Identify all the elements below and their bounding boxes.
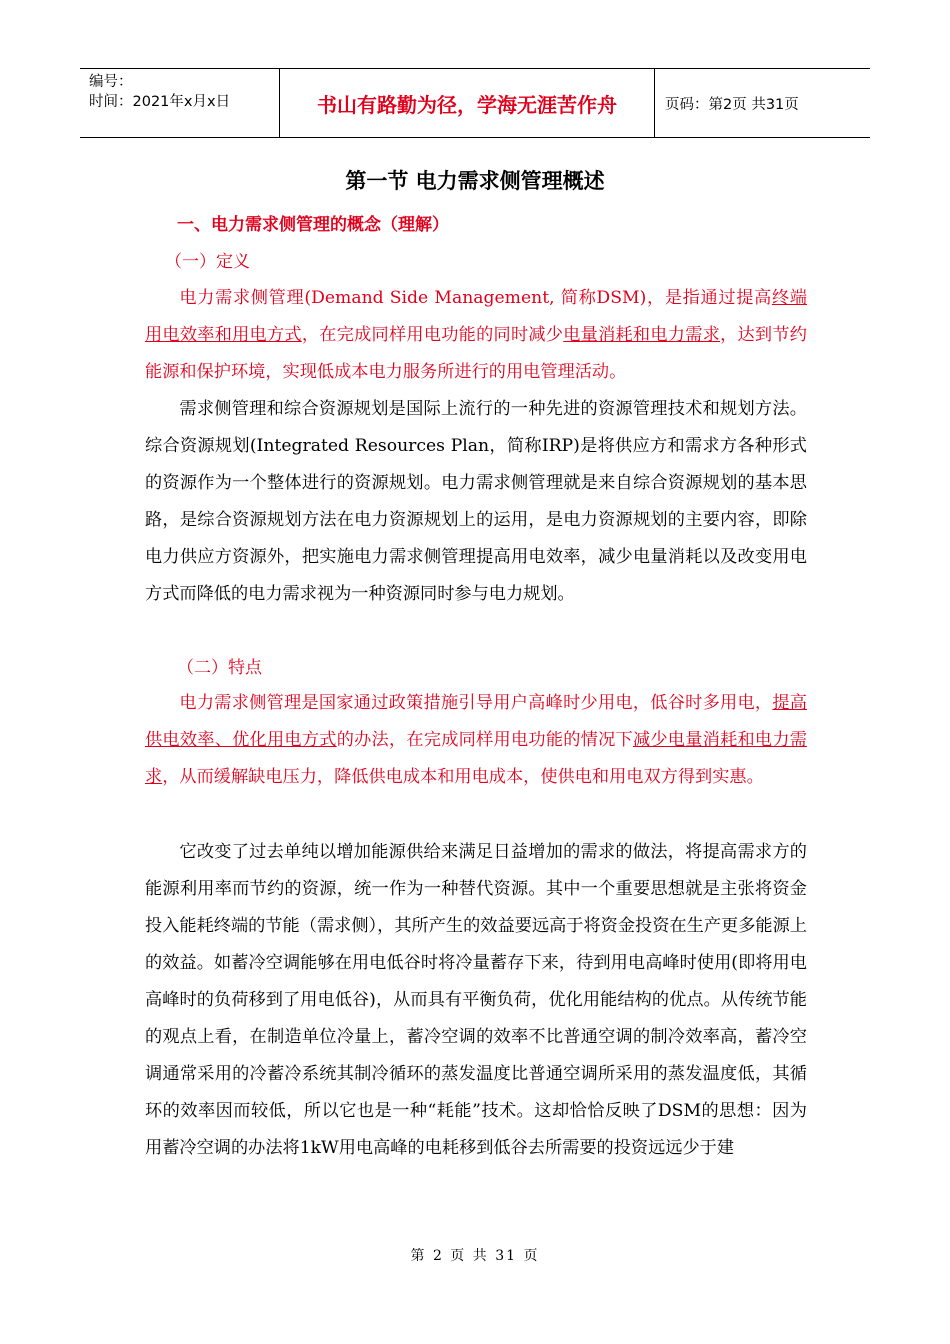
- paragraph-dsm-idea: 它改变了过去单纯以增加能源供给来满足日益增加的需求的做法，将提高需求方的能源利用率而节约的资源，统一作为一种替代资源。其中一个重要思想就是主张将资金投入能耗终端的节能（需求侧），其所产生的效益要远高于将资金投资在生产更多能源上的效益。如蓄冷空调能够在用电低谷时将冷量蓄存下来，待到用电高峰时使用(即将用电高峰时的负荷移到了用电低谷)，从而具有平衡负荷，优化用能结构的优点。从传统节能的观点上看，在制造单位冷量上，蓄冷空调的效率不比普通空调的制冷效率高，蓄冷空调通常采用的冷蓄冷系统其制冷循环的蒸发温度比普通空调所采用的蒸发温度低，其循环的效率因而较低，所以它也是一种“耗能”技术。这却恰恰反映了DSM的思想：因为用蓄冷空调的办法将1kW用电高峰的电耗移到低谷去所需要的投资远远少于建: [145, 842, 807, 1158]
- heading-concept: 一、电力需求侧管理的概念（理解）: [177, 215, 449, 235]
- paragraph-features: 电力需求侧管理是国家通过政策措施引导用户高峰时少用电，低谷时多用电，提高供电效率、优化用电方式的办法，在完成同样用电功能的情况下减少电量消耗和电力需求，从而缓解缺电压力，降低供电成本和用电成本，使供电和用电双方得到实惠。: [145, 693, 807, 787]
- header-motto: 书山有路勤为径，学海无涯苦作舟: [280, 69, 655, 137]
- paragraph-irp: 需求侧管理和综合资源规划是国际上流行的一种先进的资源管理技术和规划方法。综合资源规划(Integrated Resources Plan，简称IRP)是将供应方和需求方各种形式的资源作为一个整体进行的资源规划。电力需求侧管理就是来自综合资源规划的基本思路，是综合资源规划方法在电力资源规划上的运用，是电力资源规划的主要内容，即除电力供应方资源外，把实施电力需求侧管理提高用电效率，减少电量消耗以及改变用电方式而降低的电力需求视为一种资源同时参与电力规划。: [145, 399, 807, 604]
- header-meta: [80, 69, 280, 137]
- underlined-term: 提高供电效率、优化用电方式: [145, 693, 807, 750]
- underlined-term: 电量消耗和电力需求: [563, 325, 721, 345]
- underlined-term: 减少电量消耗和电力需求: [145, 730, 807, 787]
- underlined-term: 终端用电效率和用电方式: [145, 288, 807, 345]
- doc-time-label: 时间：2021年x月x日: [89, 94, 231, 110]
- subheading-features: （二）特点: [177, 658, 262, 678]
- doc-number-label: 编号：: [89, 74, 133, 90]
- paragraph-definition: 电力需求侧管理(Demand Side Management, 简称DSM)，是指通过提高终端用电效率和用电方式，在完成同样用电功能的同时减少电量消耗和电力需求，达到节约能源和保护环境，实现低成本电力服务所进行的用电管理活动。: [145, 288, 807, 382]
- subheading-definition: （一）定义: [165, 252, 250, 272]
- header-page-info: 页码：第2页 共31页: [665, 96, 799, 113]
- page-header: [80, 68, 870, 138]
- page-footer: 第 2 页 共 31 页: [410, 1248, 540, 1264]
- section-title: 第一节 电力需求侧管理概述: [345, 169, 605, 193]
